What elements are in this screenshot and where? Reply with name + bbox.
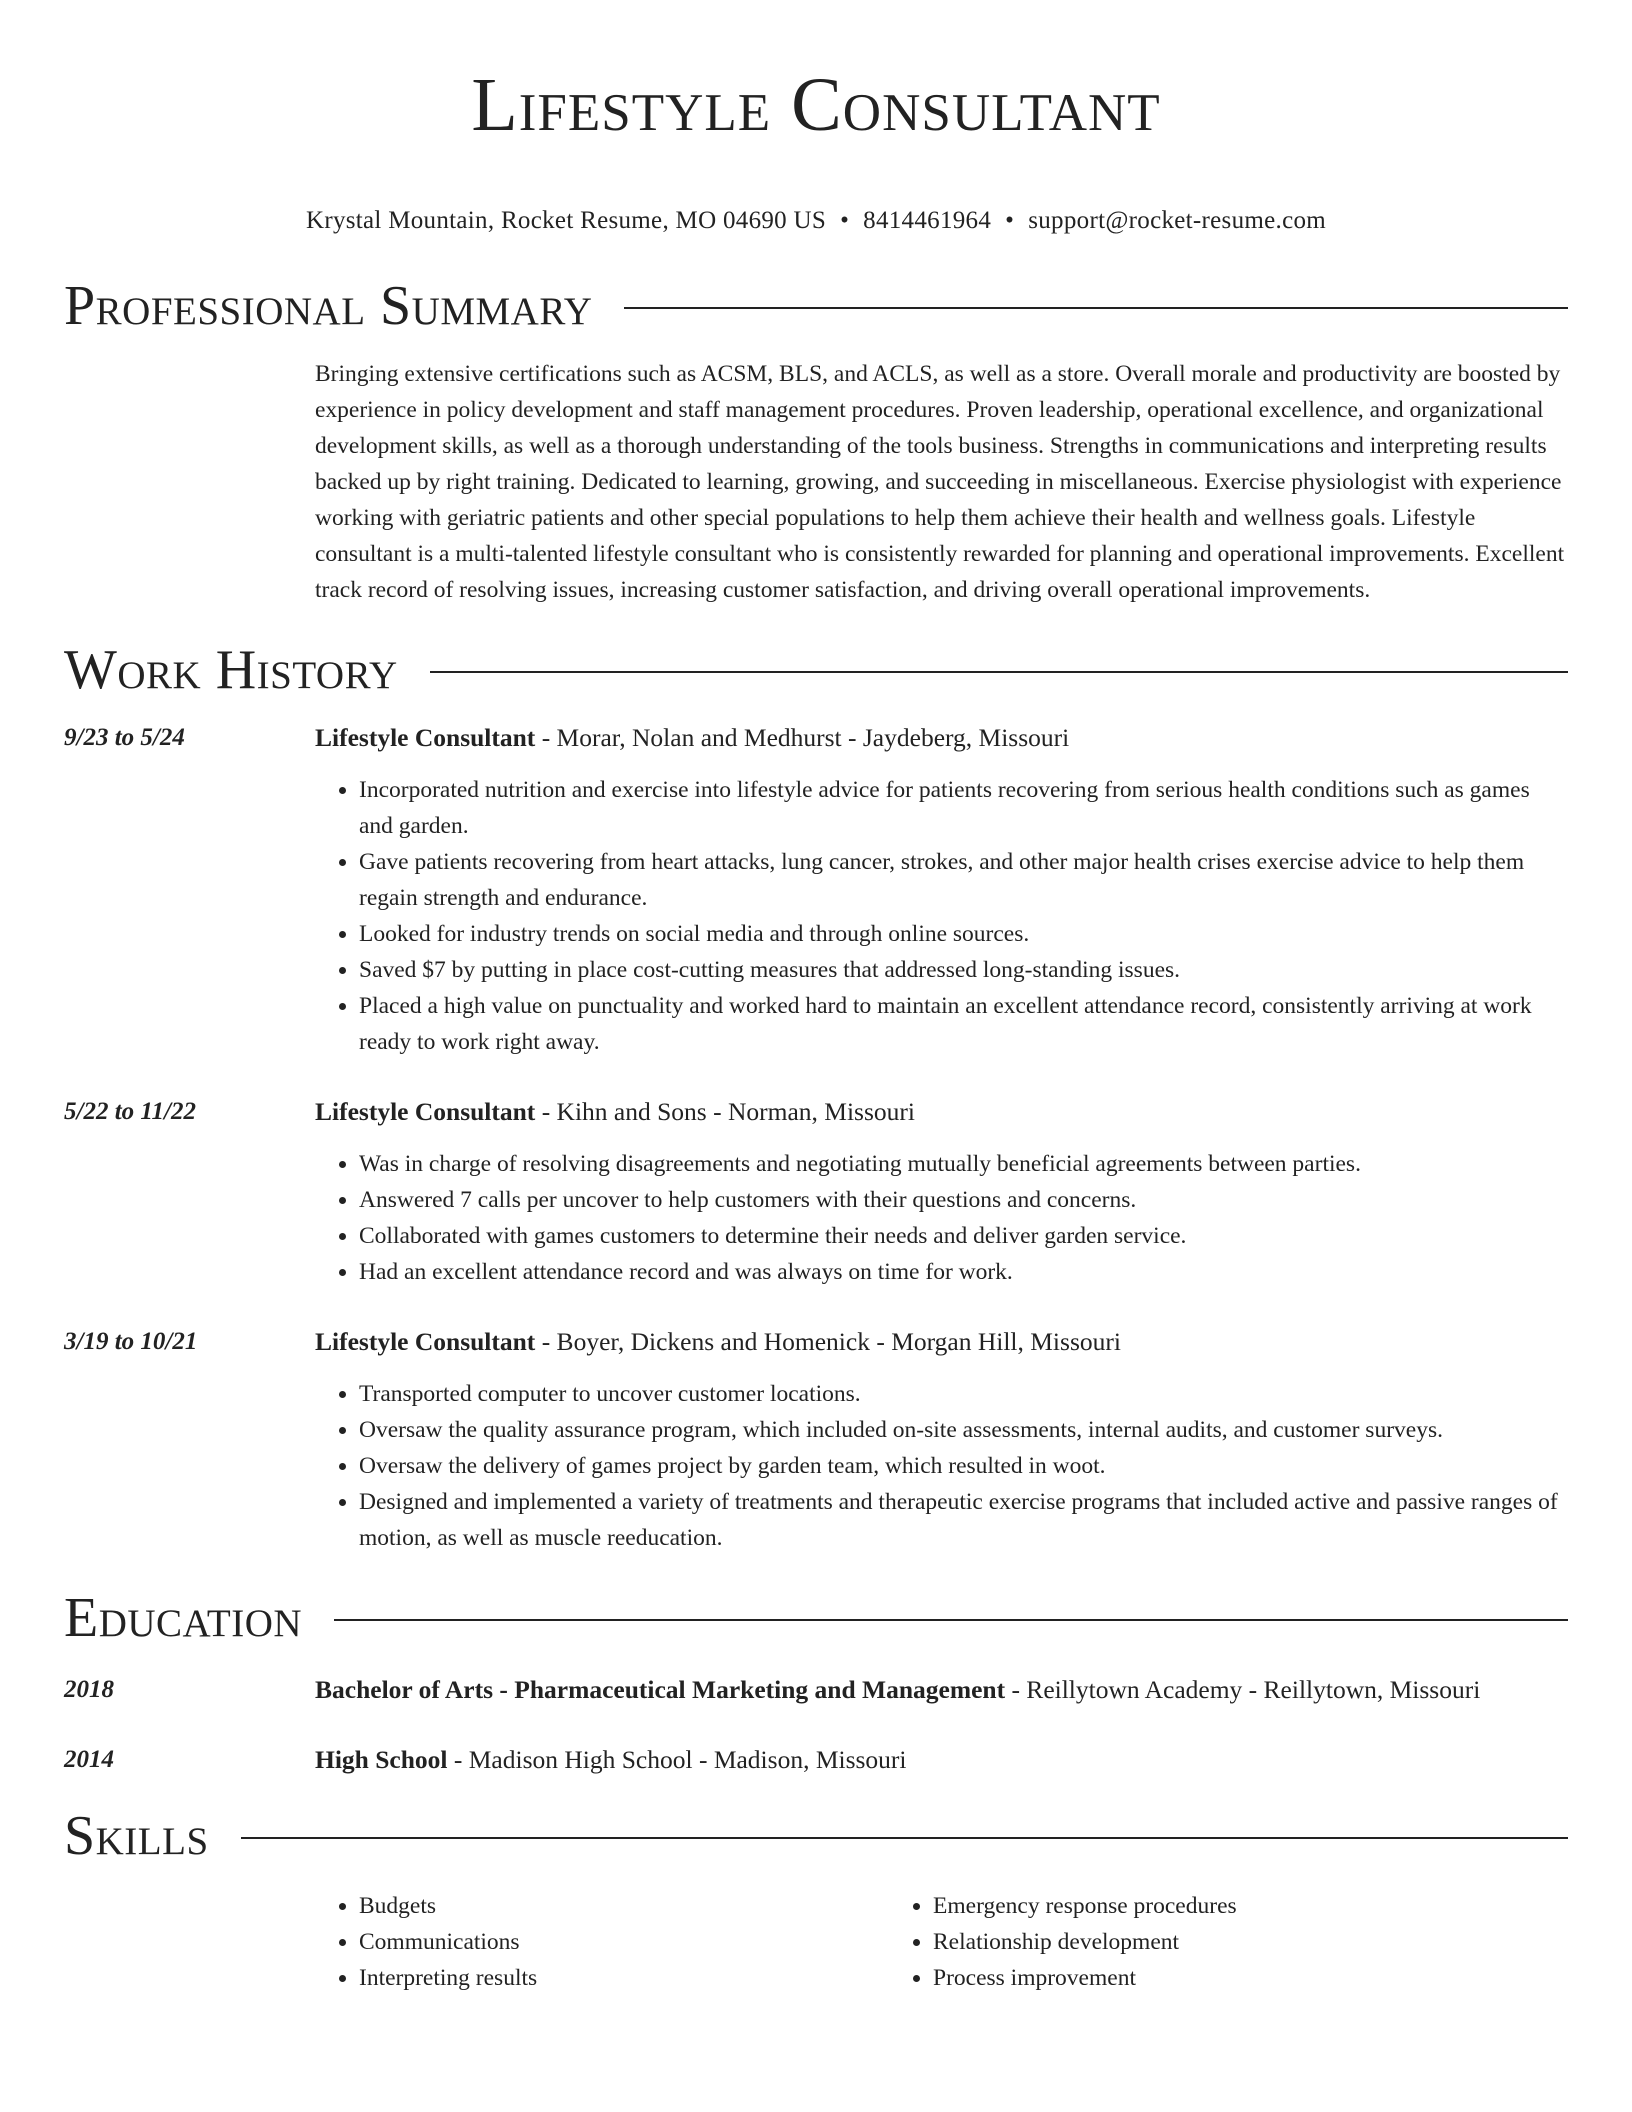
job-bullets — [315, 772, 1568, 1060]
list-item: • Placed a high value on punctuality and worked hard to maintain an excellent attendance record, consistently arriving at work ready to work right away. — [359, 988, 1568, 1060]
job-details: - Morar, Nolan and Medhurst - Jaydeberg, Missouri — [535, 723, 1070, 752]
skills-column-left — [315, 1888, 889, 1996]
work-section-header — [64, 638, 1568, 702]
education-section-header — [64, 1586, 1568, 1650]
job-entry — [64, 1094, 1568, 1290]
skills-heading: Skills — [64, 1805, 209, 1867]
list-item: • Designed and implemented a variety of treatments and therapeutic exercise programs that included active and passive ranges of motion, as well as muscle reeducation. — [359, 1484, 1568, 1556]
resume-title: Lifestyle Consultant — [471, 63, 1161, 147]
job-heading — [315, 1324, 1568, 1360]
list-item: • Budgets — [359, 1888, 889, 1924]
education-year: 2018 — [64, 1676, 114, 1703]
list-item: • Answered 7 calls per uncover to help customers with their questions and concerns. — [359, 1182, 1568, 1218]
contact-separator: • — [1005, 207, 1015, 234]
list-item: • Communications — [359, 1924, 889, 1960]
list-item: • Oversaw the quality assurance program, which included on-site assessments, internal audits, and customer surveys. — [359, 1412, 1568, 1448]
education-year: 2014 — [64, 1746, 114, 1773]
contact-address: Krystal Mountain, Rocket Resume, MO 04690 US — [305, 207, 827, 234]
skills-section-header — [64, 1804, 1568, 1868]
skills-list — [315, 1888, 1568, 1996]
education-heading — [315, 1672, 1568, 1708]
job-details: - Boyer, Dickens and Homenick - Morgan Hill, Missouri — [535, 1327, 1121, 1356]
list-item: • Gave patients recovering from heart attacks, lung cancer, strokes, and other major health crises exercise advice to help them regain strength and endurance. — [359, 844, 1568, 916]
education-entry — [64, 1672, 1568, 1708]
list-item: • Was in charge of resolving disagreements and negotiating mutually beneficial agreements between parties. — [359, 1146, 1568, 1182]
job-dates: 9/23 to 5/24 — [64, 724, 185, 751]
work-history-list — [64, 720, 1568, 1556]
list-item: • Process improvement — [933, 1960, 1463, 1996]
education-heading — [315, 1742, 1568, 1778]
skills-column-right — [889, 1888, 1463, 1996]
education-degree: High School — [315, 1745, 448, 1774]
section-divider — [241, 1837, 1568, 1839]
job-dates: 5/22 to 11/22 — [64, 1098, 196, 1125]
contact-line — [64, 206, 1568, 236]
list-item: • Collaborated with games customers to determine their needs and deliver garden service. — [359, 1218, 1568, 1254]
summary-heading: Professional Summary — [64, 275, 593, 337]
job-bullets — [315, 1146, 1568, 1290]
job-entry — [64, 1324, 1568, 1556]
summary-text: Bringing extensive certifications such as ACSM, BLS, and ACLS, as well as a store. Overall morale and productivity are boosted by experience in policy development and staff management procedures. Proven leadership, operational excellence, and organizational development skills, as well as a thorough understanding of the tools business. Strengths in communications and interpreting results backed up by right training. Dedicated to learning, growing, and succeeding in miscellaneous. Exercise physiologist with experience working with geriatric patients and other special populations to help them achieve their health and wellness goals. Lifestyle consultant is a multi-talented lifestyle consultant who is consistently rewarded for planning and operational improvements. Excellent track record of resolving issues, increasing customer satisfaction, and driving overall operational improvements. — [315, 361, 1565, 603]
list-item: • Oversaw the delivery of games project by garden team, which resulted in woot. — [359, 1448, 1568, 1484]
job-title: Lifestyle Consultant — [315, 1097, 536, 1126]
education-details: - Reillytown Academy - Reillytown, Missouri — [1005, 1675, 1481, 1704]
section-divider — [624, 307, 1568, 309]
contact-email: support@rocket-resume.com — [1028, 207, 1327, 234]
job-title: Lifestyle Consultant — [315, 723, 536, 752]
list-item: • Interpreting results — [359, 1960, 889, 1996]
list-item: • Looked for industry trends on social media and through online sources. — [359, 916, 1568, 952]
list-item: • Relationship development — [933, 1924, 1463, 1960]
summary-section-header — [64, 274, 1568, 338]
job-heading — [315, 720, 1568, 756]
section-divider — [430, 671, 1568, 673]
education-details: - Madison High School - Madison, Missouri — [447, 1745, 907, 1774]
list-item: • Transported computer to uncover customer locations. — [359, 1376, 1568, 1412]
job-bullets — [315, 1376, 1568, 1556]
work-heading: Work History — [64, 639, 398, 701]
list-item: • Saved $7 by putting in place cost-cutting measures that addressed long-standing issues. — [359, 952, 1568, 988]
section-divider — [334, 1619, 1568, 1621]
education-entry — [64, 1742, 1568, 1778]
job-heading — [315, 1094, 1568, 1130]
education-field: - Pharmaceutical Marketing and Management — [493, 1675, 1006, 1704]
list-item: • Incorporated nutrition and exercise into lifestyle advice for patients recovering from serious health conditions such as games and garden. — [359, 772, 1568, 844]
contact-separator: • — [840, 207, 850, 234]
list-item: • Had an excellent attendance record and was always on time for work. — [359, 1254, 1568, 1290]
job-details: - Kihn and Sons - Norman, Missouri — [535, 1097, 915, 1126]
education-degree: Bachelor of Arts — [315, 1675, 494, 1704]
job-title: Lifestyle Consultant — [315, 1327, 536, 1356]
job-dates: 3/19 to 10/21 — [64, 1328, 198, 1355]
job-entry — [64, 720, 1568, 1060]
contact-phone: 8414461964 — [863, 207, 992, 234]
education-heading: Education — [64, 1587, 303, 1649]
list-item: • Emergency response procedures — [933, 1888, 1463, 1924]
